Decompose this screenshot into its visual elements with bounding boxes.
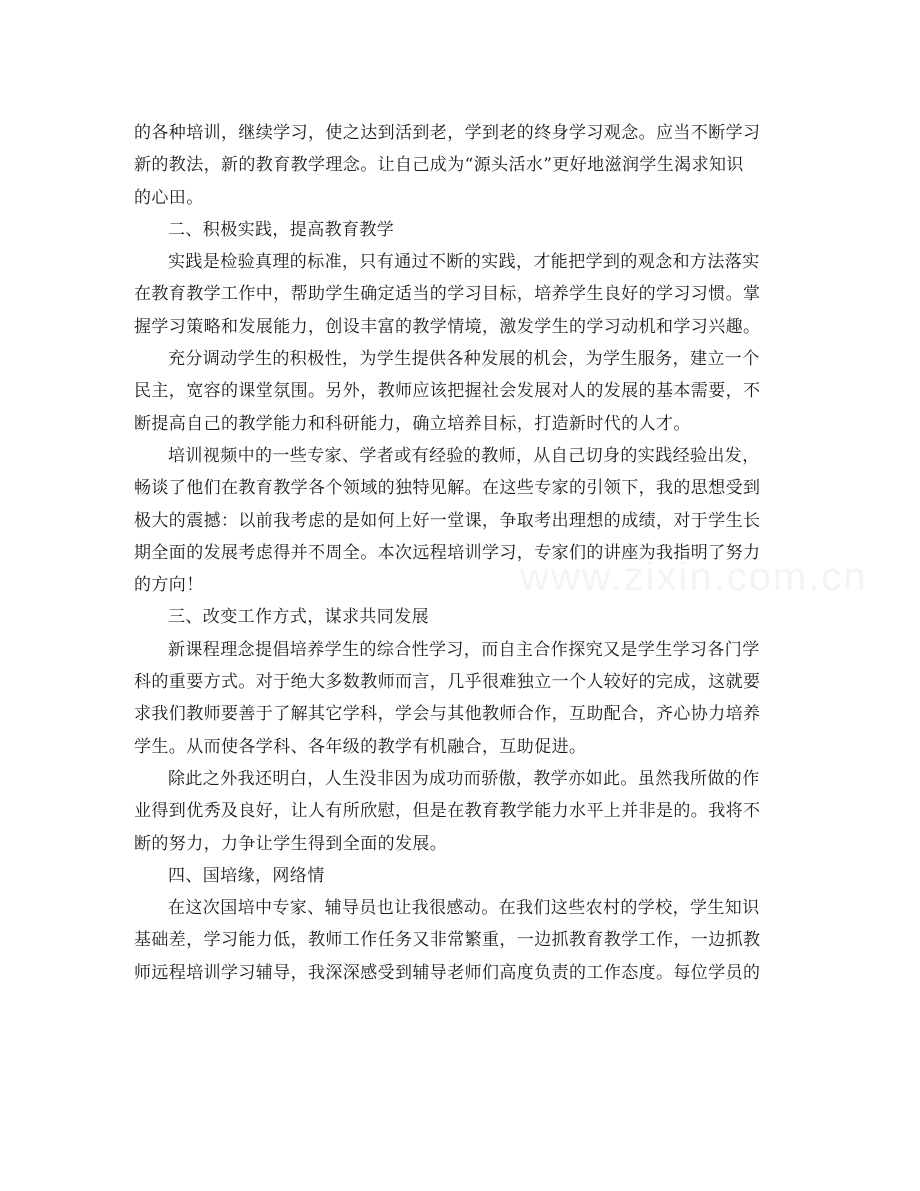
text-line: 的各种培训，继续学习，使之达到活到老，学到老的终身学习观念。应当不断学习 xyxy=(134,123,761,143)
text-line: 畅谈了他们在教育教学各个领域的独特见解。在这些专家的引领下，我的思想受到 xyxy=(134,478,761,499)
text-line: 的方向！ xyxy=(134,575,204,596)
section-heading: 三、改变工作方式，谋求共同发展 xyxy=(168,607,429,628)
text-line: 充分调动学生的积极性，为学生提供各种发展的机会，为学生服务，建立一个 xyxy=(168,349,760,370)
text-line: 培训视频中的一些专家、学者或有经验的教师，从自己切身的实践经验出发， xyxy=(168,445,760,466)
text-line: 断提高自己的教学能力和科研能力，确立培养目标，打造新时代的人才。 xyxy=(134,413,691,434)
text-line: 师远程培训学习辅导，我深深感受到辅导老师们高度负责的工作态度。每位学员的 xyxy=(134,962,761,983)
text-line: 求我们教师要善于了解其它学科，学会与其他教师合作，互助配合，齐心协力培养 xyxy=(134,704,761,725)
text-line: 极大的震撼：以前我考虑的是如何上好一堂课，争取考出理想的成绩，对于学生长 xyxy=(134,510,761,531)
text-line: 的心田。 xyxy=(134,187,204,208)
text-line: 期全面的发展考虑得并不周全。本次远程培训学习，专家们的讲座为我指明了努力 xyxy=(134,542,761,563)
section-heading: 二、积极实践，提高教育教学 xyxy=(168,219,395,240)
text-line: 实践是检验真理的标准，只有通过不断的实践，才能把学到的观念和方法落实 xyxy=(168,252,760,273)
text-line: 握学习策略和发展能力，创设丰富的教学情境，激发学生的学习动机和学习兴趣。 xyxy=(134,316,761,337)
text-line: 除此之外我还明白，人生没非因为成功而骄傲，教学亦如此。虽然我所做的作 xyxy=(168,768,760,789)
text-line: 基础差，学习能力低，教师工作任务又非常繁重，一边抓教育教学工作，一边抓教 xyxy=(134,930,761,951)
text-line: 在这次国培中专家、辅导员也让我很感动。在我们这些农村的学校，学生知识 xyxy=(168,898,760,919)
section-heading: 四、国培缘，网络情 xyxy=(168,865,325,886)
text-line: 断的努力，力争让学生得到全面的发展。 xyxy=(134,833,448,854)
text-line: 民主，宽容的课堂氛围。另外，教师应该把握社会发展对人的发展的基本需要，不 xyxy=(134,381,761,402)
text-line: 科的重要方式。对于绝大多数教师而言，几乎很难独立一个人较好的完成，这就要 xyxy=(134,672,761,693)
document-body xyxy=(134,117,794,989)
text-line: 在教育教学工作中，帮助学生确定适当的学习目标，培养学生良好的学习习惯。掌 xyxy=(134,284,761,305)
text-line: 学生。从而使各学科、各年级的教学有机融合，互助促进。 xyxy=(134,736,587,757)
text-line: 新课程理念提倡培养学生的综合性学习，而自主合作探究又是学生学习各门学 xyxy=(168,639,760,660)
text-line: 业得到优秀及良好，让人有所欣慰，但是在教育教学能力水平上并非是的。我将不 xyxy=(134,801,761,822)
text-line: 新的教法，新的教育教学理念。让自己成为“源头活水”更好地滋润学生渴求知识 xyxy=(134,155,744,176)
